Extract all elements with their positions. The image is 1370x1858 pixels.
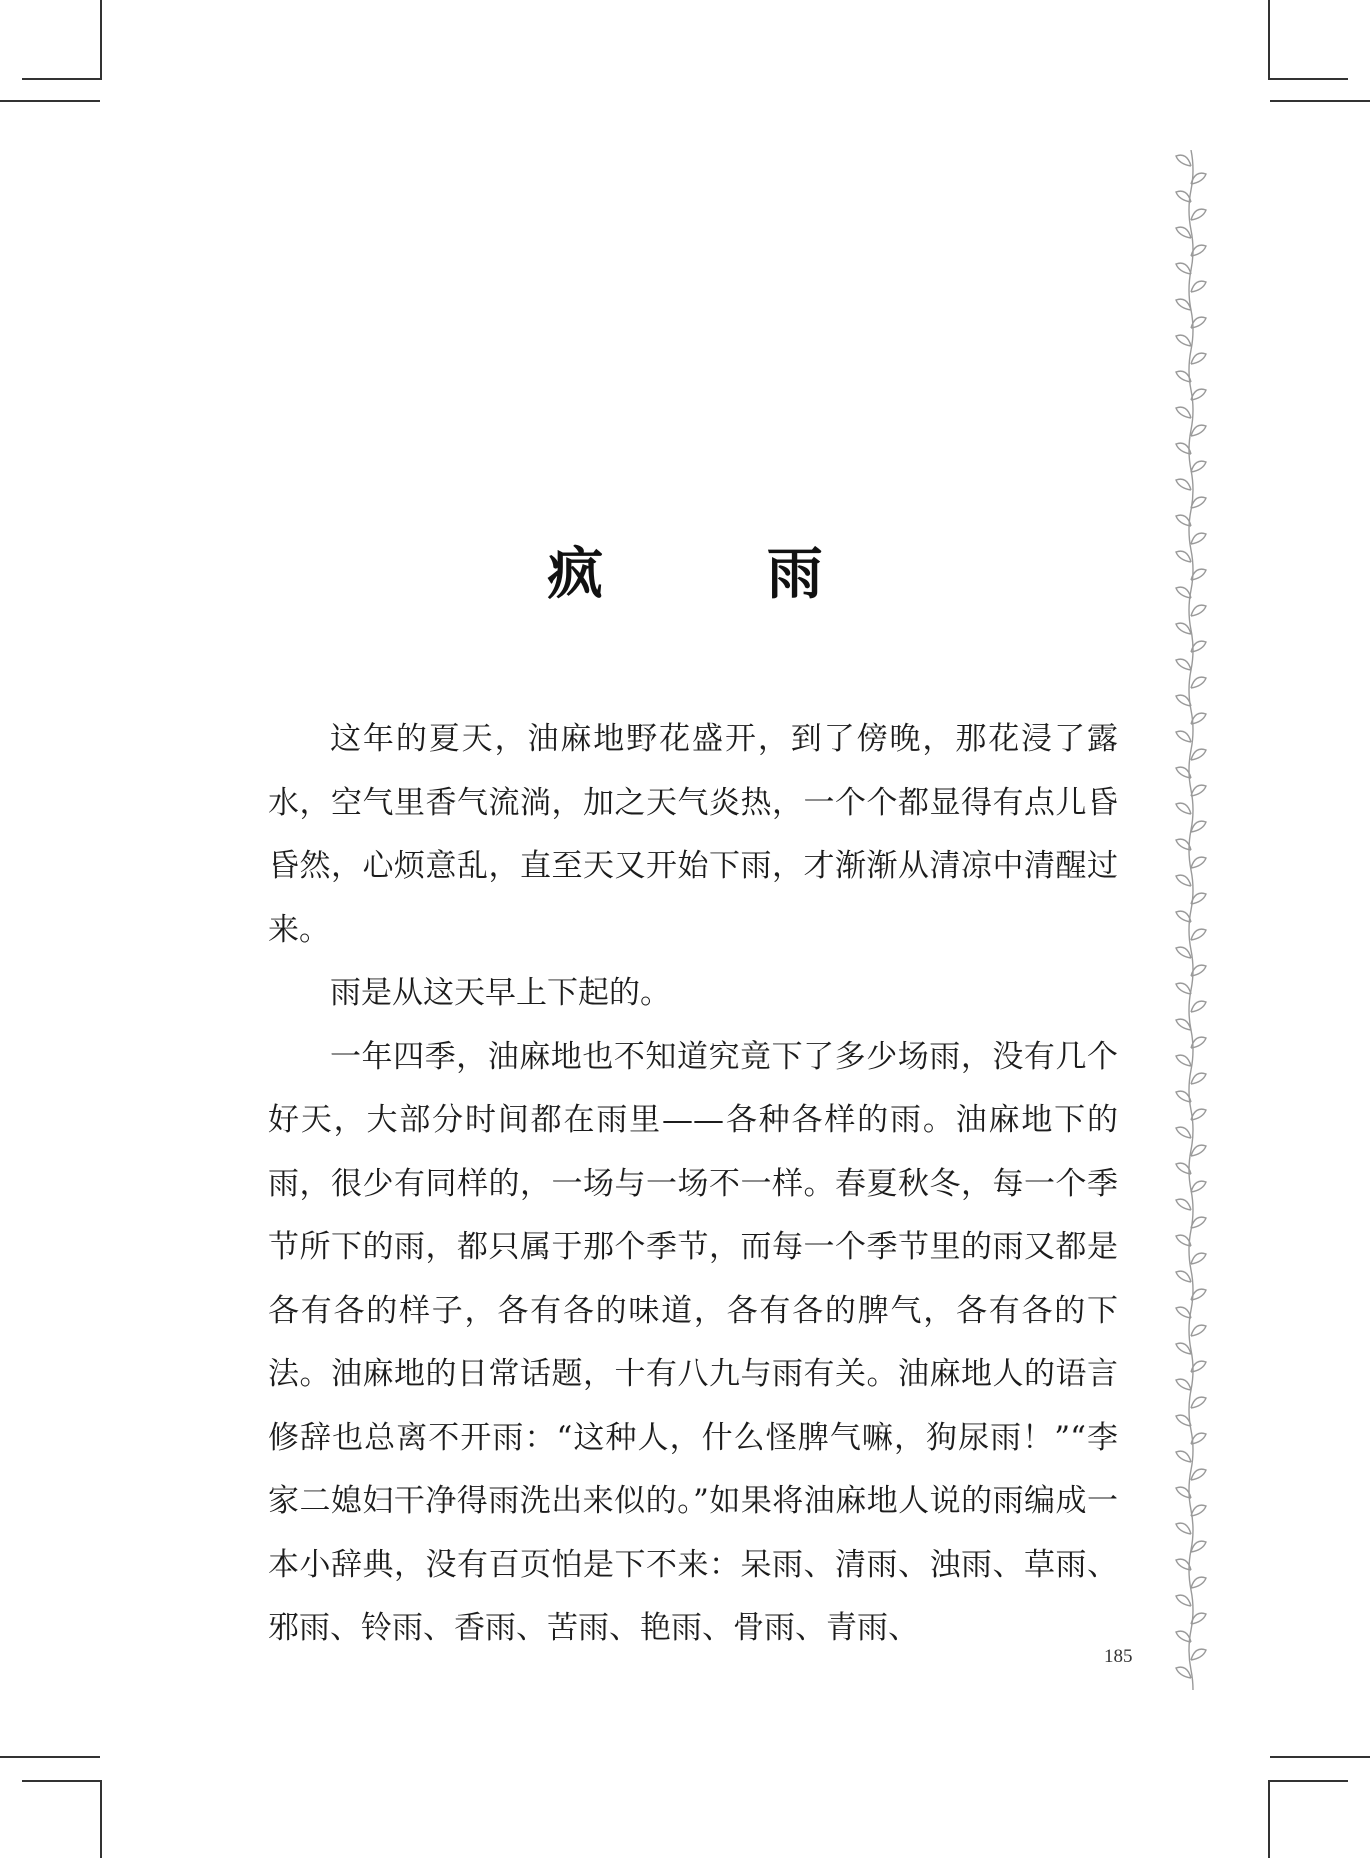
vine-leaf [1191, 1397, 1206, 1408]
vine-leaf [1191, 1505, 1206, 1516]
chapter-body [268, 708, 1118, 1661]
vine-leaf [1176, 1127, 1191, 1138]
vine-leaf [1176, 1379, 1191, 1390]
vine-leaf [1191, 677, 1206, 688]
vine-leaf [1176, 191, 1191, 202]
vine-leaf [1176, 1631, 1191, 1642]
crop-mark-bottom-left-horizontal [22, 1780, 102, 1782]
vine-leaf [1191, 785, 1206, 796]
vine-leaf [1191, 1109, 1206, 1120]
vine-leaf [1191, 1001, 1206, 1012]
vine-leaf [1176, 299, 1191, 310]
vine-leaf [1191, 1469, 1206, 1480]
paragraph: 雨是从这天早上下起的。 [330, 975, 671, 1011]
vine-leaf [1176, 1271, 1191, 1282]
crop-mark-top-left-horizontal [22, 78, 102, 80]
crop-mark-bottom-right-horizontal [1268, 1780, 1348, 1782]
vine-leaf [1191, 749, 1206, 760]
vine-leaf [1176, 335, 1191, 346]
crop-mark-top-right-outer [1270, 100, 1370, 102]
vine-leaf [1191, 857, 1206, 868]
crop-mark-top-right-horizontal [1268, 78, 1348, 80]
vine-leaf [1191, 353, 1206, 364]
paragraph: 这年的夏天，油麻地野花盛开，到了傍晚，那花浸了露水，空气里香气流淌，加之天气炎热，一个个都显得有点儿昏昏然，心烦意乱，直至天又开始下雨，才渐渐从清凉中清醒过来。 [268, 721, 1118, 948]
vine-leaf [1191, 821, 1206, 832]
crop-mark-bottom-right-outer [1270, 1756, 1370, 1758]
vine-leaf [1191, 1253, 1206, 1264]
paragraph: 一年四季，油麻地也不知道究竟下了多少场雨，没有几个好天，大部分时间都在雨里——各种各样的雨。油麻地下的雨，很少有同样的，一场与一场不一样。春夏秋冬，每一个季节所下的雨，都只属于那个季节，而每一个季节里的雨又都是各有各的样子，各有各的味道，各有各的脾气，各有各的下法。油麻地的日常话题，十有八九与雨有关。油麻地人的语言修辞也总离不开雨：“这种人，什么怪脾气嘛，狗尿雨！”“李家二媳妇干净得雨洗出来似的。”如果将油麻地人说的雨编成一本小辞典，没有百页怕是下不来：呆雨、清雨、浊雨、草雨、邪雨、铃雨、香雨、苦雨、艳雨、骨雨、青雨、 [268, 1038, 1118, 1646]
vine-leaf [1176, 407, 1191, 418]
vine-leaf [1176, 1343, 1191, 1354]
vine-leaf [1191, 1073, 1206, 1084]
vine-leaf [1176, 731, 1191, 742]
vine-leaf [1191, 1325, 1206, 1336]
vine-leaf [1176, 1307, 1191, 1318]
crop-mark-bottom-left-outer [0, 1756, 100, 1758]
vine-leaf [1191, 929, 1206, 940]
vine-leaf [1176, 1595, 1191, 1606]
vine-leaf [1191, 1649, 1206, 1660]
vine-leaf [1191, 389, 1206, 400]
crop-mark-top-left-vertical [100, 0, 102, 78]
vine-leaf [1176, 983, 1191, 994]
vine-leaf [1176, 803, 1191, 814]
vine-leaf [1176, 227, 1191, 238]
vine-leaf [1176, 1199, 1191, 1210]
vine-leaf [1191, 1541, 1206, 1552]
vine-leaf [1176, 1451, 1191, 1462]
vine-leaf [1176, 875, 1191, 886]
vine-leaf [1176, 623, 1191, 634]
vine-leaf [1176, 1667, 1191, 1678]
crop-mark-bottom-left-vertical [100, 1780, 102, 1858]
vine-leaf [1176, 1019, 1191, 1030]
vine-leaf [1191, 425, 1206, 436]
vine-leaf [1176, 1055, 1191, 1066]
vine-leaf [1191, 281, 1206, 292]
chapter-title: 疯 雨 [547, 541, 895, 607]
vine-leaf [1176, 155, 1191, 166]
vine-leaf [1191, 1577, 1206, 1588]
crop-mark-bottom-right-vertical [1268, 1780, 1270, 1858]
crop-mark-top-left-outer [0, 100, 100, 102]
vine-leaf [1176, 911, 1191, 922]
vine-leaf [1191, 1181, 1206, 1192]
vine-leaf [1176, 659, 1191, 670]
vine-leaf [1176, 1523, 1191, 1534]
crop-mark-top-right-vertical [1268, 0, 1270, 78]
vine-leaf [1191, 209, 1206, 220]
vine-leaf [1176, 263, 1191, 274]
vine-leaf [1176, 479, 1191, 490]
vine-leaf [1191, 461, 1206, 472]
vine-leaf [1191, 1145, 1206, 1156]
page-number: 185 [1104, 1646, 1133, 1667]
vine-leaf [1176, 947, 1191, 958]
vine-leaf-border [1168, 150, 1214, 1690]
